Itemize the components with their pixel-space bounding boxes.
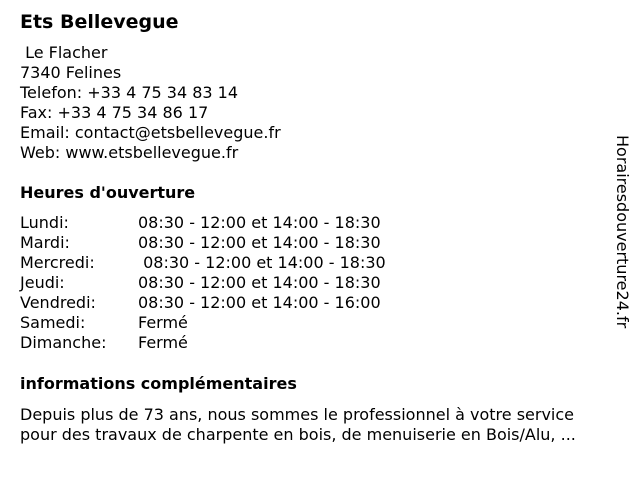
hours-value: Fermé [138, 333, 188, 352]
hours-value: 08:30 - 12:00 et 14:00 - 18:30 [138, 213, 381, 232]
day-label: Mardi: [20, 233, 70, 252]
day-label: Mercredi: [20, 253, 95, 272]
opening-hours-heading: Heures d'ouverture [20, 183, 196, 202]
hours-row-sunday [20, 333, 386, 353]
phone-number: Telefon: +33 4 75 34 83 14 [20, 83, 239, 102]
email-address: Email: contact@etsbellevegue.fr [20, 123, 281, 142]
day-label: Lundi: [20, 213, 69, 232]
address-street: Le Flacher [20, 43, 108, 62]
fax-number: Fax: +33 4 75 34 86 17 [20, 103, 209, 122]
website-address: Web: www.etsbellevegue.fr [20, 143, 239, 162]
hours-value: 08:30 - 12:00 et 14:00 - 18:30 [138, 253, 386, 272]
contact-block [20, 43, 281, 163]
hours-row-wednesday [20, 253, 386, 273]
hours-row-thursday [20, 273, 386, 293]
info-line: Depuis plus de 73 ans, nous sommes le professionnel à votre service [20, 405, 575, 424]
info-line: pour des travaux de charpente en bois, de menuiserie en Bois/Alu, ... [20, 425, 576, 444]
hours-row-saturday [20, 313, 386, 333]
day-label: Vendredi: [20, 293, 96, 312]
address-city: 7340 Felines [20, 63, 122, 82]
company-name: Ets Bellevegue [20, 11, 179, 33]
additional-info-text [20, 405, 630, 445]
site-watermark: Horairesdouverture24.fr [613, 135, 632, 329]
hours-row-monday [20, 213, 386, 233]
day-label: Samedi: [20, 313, 86, 332]
opening-hours-table [20, 213, 386, 353]
day-label: Dimanche: [20, 333, 107, 352]
additional-info-heading: informations complémentaires [20, 374, 297, 393]
hours-row-friday [20, 293, 386, 313]
hours-value: Fermé [138, 313, 188, 332]
hours-value: 08:30 - 12:00 et 14:00 - 18:30 [138, 233, 381, 252]
hours-row-tuesday [20, 233, 386, 253]
hours-value: 08:30 - 12:00 et 14:00 - 16:00 [138, 293, 381, 312]
day-label: Jeudi: [20, 273, 65, 292]
hours-value: 08:30 - 12:00 et 14:00 - 18:30 [138, 273, 381, 292]
